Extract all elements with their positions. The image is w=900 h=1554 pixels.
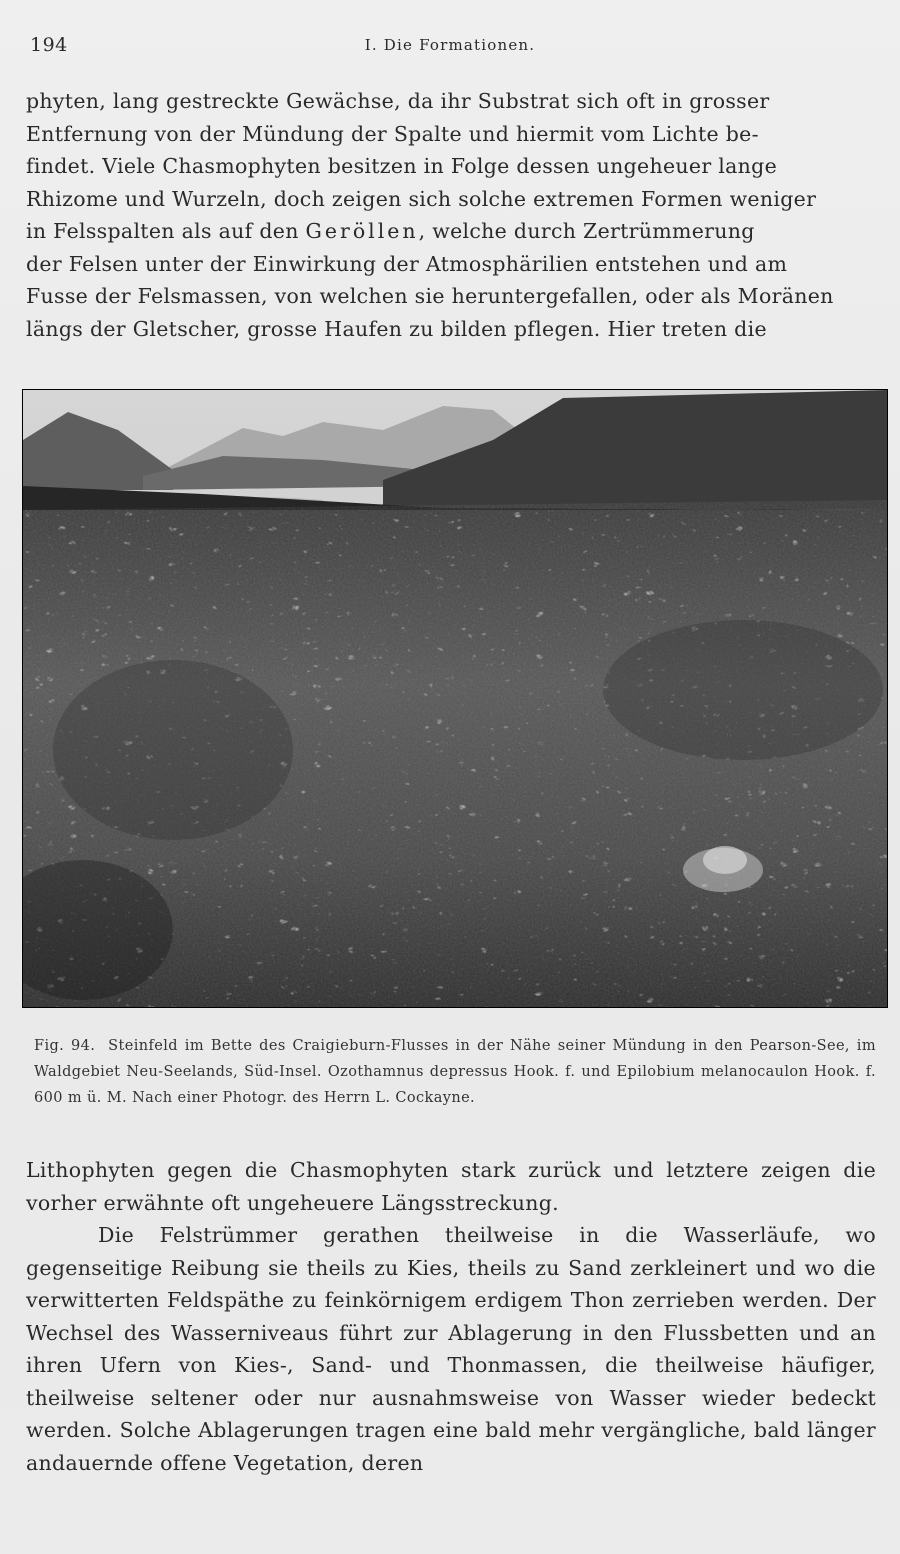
text-line: phyten, lang gestreckte Gewächse, da ihr Substrat sich oft in grosser <box>26 89 770 113</box>
text-line: Entfernung von der Mündung der Spalte und hiermit vom Lichte be- <box>26 121 759 146</box>
text-fragment: , welche durch Zertrümmerung <box>418 219 755 243</box>
landscape-photo <box>23 390 887 1007</box>
text-line: Fusse der Felsmassen, von welchen sie heruntergefallen, oder als Moränen <box>26 284 834 308</box>
figure-caption <box>34 1033 876 1111</box>
top-paragraph <box>26 85 876 345</box>
running-head: I. Die Formationen. <box>364 36 536 54</box>
text-line <box>26 215 876 248</box>
caption-text: Steinfeld im Bette des Craigieburn-Flusses in der Nähe seiner Mündung in den Pearson-See, im Waldgebiet Neu-Seelands, Süd-Insel. Ozothamnus depressus Hook. f. und Epilobium melanocaulon Hook. f. 600 m ü. M. Nach einer Photogr. des Herrn L. Cockayne. <box>34 1038 876 1106</box>
emphasized-term: Geröllen <box>305 219 419 243</box>
paragraph: Die Felstrümmer gerathen theilweise in die Wasserläufe, wo gegenseitige Reibung sie theils zu Kies, theils zu Sand zerkleinert und wo die verwitterten Feldspäthe zu feinkörnigem erdigem Thon zerrieben werden. Der Wechsel des Wasserniveaus führt zur Ablagerung in den Flussbetten und an ihren Ufern von Kies-, Sand- und Thonmassen, die theilweise häufiger, theilweise seltener oder nur ausnahmsweise von Wasser wieder bedeckt werden. Solche Ablagerungen tragen eine bald mehr vergängliche, bald länger andauernde offene Vegetation, deren <box>26 1223 876 1475</box>
text-fragment: in Felsspalten als auf den <box>26 219 306 243</box>
text-line: findet. Viele Chasmophyten besitzen in Folge dessen ungeheuer lange <box>26 154 778 178</box>
text-line: der Felsen unter der Einwirkung der Atmosphärilien entstehen und am <box>26 251 788 276</box>
figure-label: Fig. 94. <box>34 1038 96 1054</box>
page-header <box>26 34 874 62</box>
paragraph: Lithophyten gegen die Chasmophyten stark zurück und letztere zeigen die vorher erwähnte oft ungeheuere Längsstreckung. <box>26 1158 876 1215</box>
page-number: 194 <box>30 34 68 56</box>
text-line: Rhizome und Wurzeln, doch zeigen sich solche extremen Formen weniger <box>26 186 817 211</box>
text-line: längs der Gletscher, grosse Haufen zu bilden pflegen. Hier treten die <box>26 316 767 341</box>
bottom-paragraphs <box>26 1154 876 1479</box>
figure-photo <box>22 389 888 1008</box>
